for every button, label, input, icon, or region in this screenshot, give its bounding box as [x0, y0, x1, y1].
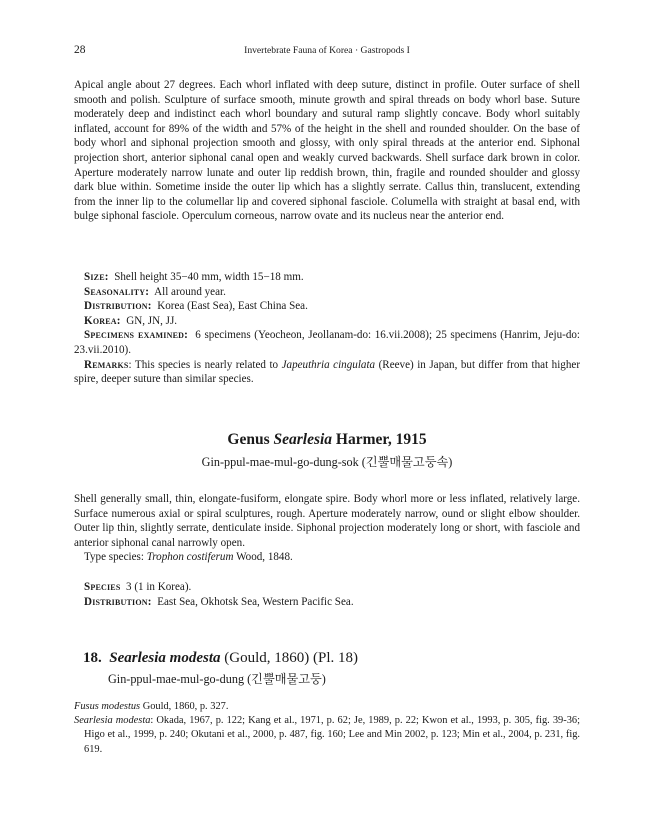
field-seasonality — [74, 285, 580, 300]
distribution-value: Korea (East Sea), East China Sea. — [157, 300, 308, 313]
remarks-pre: : This species is nearly related to — [128, 358, 282, 371]
genus-distribution-value: East Sea, Okhotsk Sea, Western Pacific Sea. — [157, 595, 354, 608]
genus-description-text: Shell generally small, thin, elongate-fusiform, elongate spire. Body whorl more or less inflated, relatively large. Surface numerous axial or spiral sculptures, rough. Aperture moderately narrow, ound or slight elbow shoulder. Outer lip thin, slightly serrate, denticulate inside. Siphonal projection moderately long or short, with fasciole and anterior siphonal canal narrowly open. — [74, 493, 580, 549]
genus-description — [74, 492, 580, 565]
species-description — [74, 78, 580, 224]
species-common-name: Gin-ppul-mae-mul-go-dung (긴뿔매물고둥) — [108, 672, 326, 686]
reference-1-text: Gould, 1860, p. 327. — [140, 701, 229, 712]
field-remarks — [74, 358, 580, 387]
genus-common-name: Gin-ppul-mae-mul-go-dung-sok (긴뿔매물고둥속) — [201, 455, 453, 469]
reference-1 — [74, 700, 580, 714]
species-heading — [83, 650, 358, 667]
type-species — [74, 550, 580, 565]
size-key: Size: — [84, 271, 109, 283]
remarks-italic-name: Japeuthria cingulata — [281, 358, 376, 371]
field-distribution — [74, 299, 580, 314]
remarks-post: (Reeve) in Japan, but differ from that higher spire, deeper suture than similar species. — [74, 358, 581, 386]
genus-fields — [74, 580, 580, 609]
running-head: Invertebrate Fauna of Korea · Gastropods I — [244, 45, 410, 56]
seasonality-key: Seasonality: — [84, 285, 150, 298]
size-value: Shell height 35−40 mm, width 15−18 mm. — [114, 271, 304, 283]
korea-key: Korea: — [84, 314, 121, 327]
reference-1-name: Fusus modestus — [74, 701, 141, 712]
korea-value: GN, JN, JJ. — [126, 314, 178, 327]
remarks-key: Remarks — [84, 358, 129, 371]
field-size — [74, 270, 580, 285]
species-name: Searlesia modesta — [109, 650, 221, 666]
reference-2-text: : Okada, 1967, p. 122; Kang et al., 1971, p. 62; Je, 1989, p. 22; Kwon et al., 1993, p. 305, fig. 39-36; Higo et al., 1999, p. 240; Okutani et al., 2000, p. 487, fig. 160; Lee and Min 2002, p. 123; Min et al., 2004, p. 231, fig. 619. — [84, 715, 580, 755]
species-author: (Gould, 1860) (Pl. 18) — [220, 650, 358, 666]
description-text: Apical angle about 27 degrees. Each whorl inflated with deep suture, distinct in profile. Outer surface of shell smooth and polish. Sculpture of surface smooth, minute growth and spiral threads on body whorl base. Suture moderately deep and indistinct each whorl boundary and sutural ramp slightly concave. Body whorl suitably inflated, account for 89% of the width and 57% of the height in the shell and rounded shoulder. On the base of body whorl and siphonal projection smooth and glossy, with only spiral threads at the anterior end. Siphonal projection short, anterior siphonal canal open and weakly curved backwards. Shell surface dark brown in color. Aperture moderately narrow lunate and outer lip reddish brown, thin, fragile and rounded shoulder and glossy dark blue within. Sometime inside the outer lip which has a slightly serrate. Callus thin, translucent, extending from the inner lip to the columellar lip and covered siphonal fasciole. Columella with straight at basal end, with bulge siphonal fasciole. Operculum corneous, narrow ovate and its nucleus near the anterior end. — [74, 79, 580, 223]
genus-heading — [74, 431, 580, 449]
specimens-value: 6 specimens (Yeocheon, Jeollanam-do: 16.vii.2008); 25 specimens (Hanrim, Jeju-do: 23.vii.2010). — [74, 329, 581, 356]
reference-2 — [74, 714, 580, 757]
genus-name: Searlesia — [273, 431, 333, 448]
field-genus-distribution — [74, 595, 580, 610]
type-species-pre: Type species: — [84, 551, 147, 564]
species-key: Species — [84, 581, 121, 593]
type-species-name: Trophon costiferum — [146, 551, 234, 564]
type-species-post: Wood, 1848. — [233, 551, 293, 564]
field-species — [74, 580, 580, 595]
genus-prefix: Genus — [227, 431, 274, 448]
distribution-key: Distribution: — [84, 300, 152, 313]
species-value: 3 (1 in Korea). — [126, 581, 192, 593]
genus-author: Harmer, 1915 — [332, 431, 427, 448]
field-specimens — [74, 328, 580, 357]
reference-2-name: Searlesia modesta — [74, 715, 151, 727]
page-header — [74, 44, 580, 60]
page-number: 28 — [74, 44, 86, 56]
seasonality-value: All around year. — [154, 285, 226, 298]
species-number: 18. — [83, 650, 102, 666]
field-korea — [74, 314, 580, 329]
species-fields — [74, 270, 580, 387]
synonymy-references — [74, 700, 580, 757]
specimens-key: Specimens examined: — [84, 329, 188, 342]
genus-distribution-key: Distribution: — [84, 595, 152, 608]
